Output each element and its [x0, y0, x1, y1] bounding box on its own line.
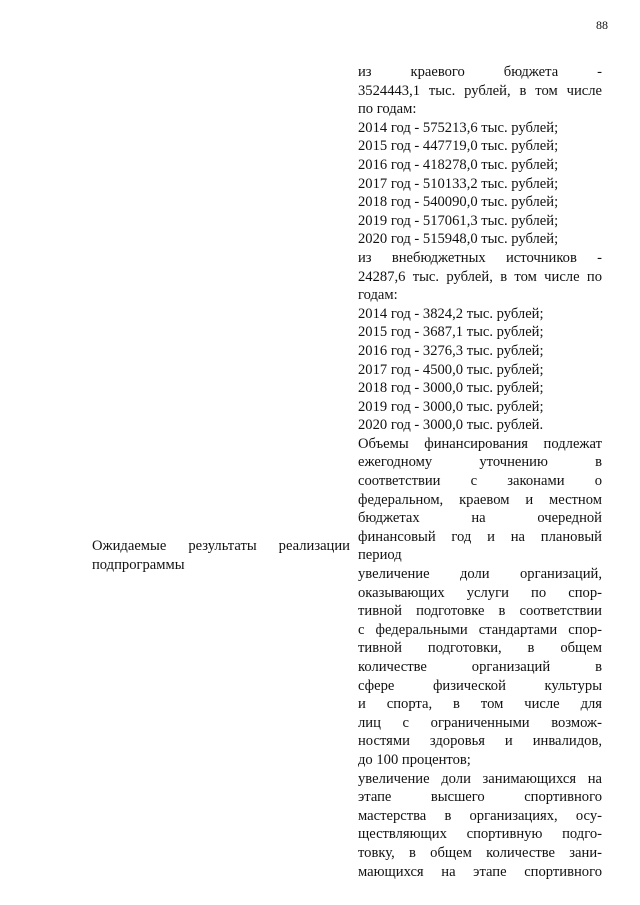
- text-line: федеральном, краевом и местном: [358, 491, 602, 508]
- text-line: период: [358, 547, 402, 564]
- text-line: 24287,6 тыс. рублей, в том числе по: [358, 268, 602, 285]
- regional-budget-block: [358, 63, 602, 249]
- text-line: из краевого бюджета -: [358, 64, 602, 80]
- text-line: этапе высшего спортивного: [358, 789, 602, 806]
- text-line: 3524443,1 тыс. рублей, в том числе: [358, 82, 602, 99]
- text-line: 2017 год - 510133,2 тыс. рублей;: [358, 175, 559, 192]
- text-line: ежегодному уточнению в: [358, 454, 602, 471]
- text-line: 2015 год - 447719,0 тыс. рублей;: [358, 138, 559, 155]
- expected-results-label: [92, 537, 350, 574]
- text-line: 2019 год - 517061,3 тыс. рублей;: [358, 212, 559, 229]
- text-line: 2017 год - 4500,0 тыс. рублей;: [358, 361, 544, 378]
- text-line: количестве организаций в: [358, 659, 602, 675]
- text-line: ностями здоровья и инвалидов,: [358, 733, 602, 750]
- text-line: подпрограммы: [92, 556, 185, 573]
- text-line: тивной подготовке в соответствии: [358, 603, 602, 620]
- text-line: из внебюджетных источников -: [358, 249, 602, 266]
- text-line: оказывающих услуги по спор-: [358, 584, 602, 601]
- text-line: 2016 год - 418278,0 тыс. рублей;: [358, 156, 559, 173]
- text-line: товку, в общем количестве зани-: [358, 844, 602, 861]
- text-line: 2014 год - 3824,2 тыс. рублей;: [358, 305, 544, 322]
- text-line: годам:: [358, 287, 398, 304]
- text-line: 2014 год - 575213,6 тыс. рублей;: [358, 119, 559, 136]
- funding-and-results-column: [358, 63, 602, 881]
- extrabudgetary-block: [358, 249, 602, 435]
- text-line: лиц с ограниченными возмож-: [358, 714, 602, 731]
- text-line: ществляющих спортивную подго-: [358, 826, 602, 843]
- text-line: 2020 год - 515948,0 тыс. рублей;: [358, 231, 559, 248]
- text-line: 2015 год - 3687,1 тыс. рублей;: [358, 324, 544, 341]
- text-line: мающихся на этапе спортивного: [358, 863, 602, 880]
- text-line: по годам:: [358, 101, 417, 118]
- text-line: и спорта, в том числе для: [358, 696, 602, 713]
- text-line: сфере физической культуры: [358, 677, 602, 694]
- text-line: мастерства в организациях, осу-: [358, 807, 602, 824]
- text-line: увеличение доли организаций,: [358, 566, 602, 583]
- text-line: 2018 год - 3000,0 тыс. рублей;: [358, 380, 544, 397]
- text-line: 2020 год - 3000,0 тыс. рублей.: [358, 417, 544, 434]
- text-line: до 100 процентов;: [358, 751, 471, 768]
- text-line: Объемы финансирования подлежат: [358, 435, 602, 452]
- text-line: 2019 год - 3000,0 тыс. рублей;: [358, 398, 544, 415]
- funding-note-block: [358, 435, 602, 565]
- text-line: тивной подготовки, в общем: [358, 640, 602, 657]
- text-line: Ожидаемые результаты реализации: [92, 538, 350, 554]
- text-line: с федеральными стандартами спор-: [358, 621, 602, 638]
- page-number: 88: [596, 18, 608, 32]
- expected-results-value: [358, 565, 602, 881]
- text-line: 2016 год - 3276,3 тыс. рублей;: [358, 342, 544, 359]
- text-line: бюджетах на очередной: [358, 510, 602, 527]
- text-line: соответствии с законами о: [358, 473, 602, 490]
- text-line: финансовый год и на плановый: [358, 528, 602, 545]
- text-line: увеличение доли занимающихся на: [358, 770, 602, 787]
- text-line: 2018 год - 540090,0 тыс. рублей;: [358, 194, 559, 211]
